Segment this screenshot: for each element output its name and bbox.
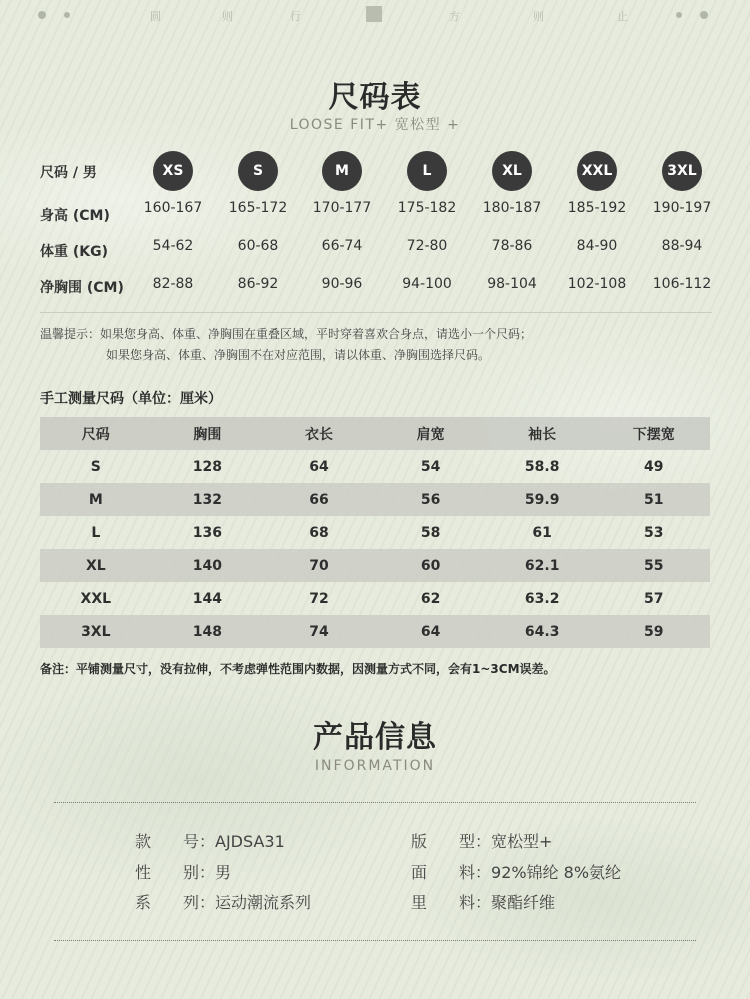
decor-dot-icon (676, 12, 682, 18)
chest-cell: 102-108 (567, 276, 627, 292)
table-cell: 54 (420, 458, 441, 475)
table-cell: 60 (420, 557, 441, 574)
table-cell: 58 (420, 524, 441, 541)
weight-cell: 66-74 (321, 238, 363, 254)
table-cell: 72 (309, 590, 329, 607)
chest-cell: 90-96 (321, 276, 363, 292)
table-row (40, 483, 710, 516)
table-cell: 64 (309, 458, 329, 475)
tip-line-1: 温馨提示：如果您身高、体重、净胸围在重叠区域，平时穿着喜欢合身点，请选小一个尺码； (40, 327, 533, 341)
table-cell: 51 (644, 491, 664, 508)
table-cell: 62.1 (524, 557, 560, 574)
weight-cell: 54-62 (152, 238, 194, 254)
height-cell: 160-167 (143, 200, 203, 216)
chest-cell: 106-112 (652, 276, 712, 292)
info-label: 版 型： (411, 832, 492, 851)
table-cell: 128 (192, 458, 222, 475)
table-header-cell: 下摆宽 (632, 426, 675, 443)
size-badge-xs: XS (153, 151, 193, 191)
height-cell: 175-182 (397, 200, 457, 216)
info-label: 款 号： (135, 832, 216, 851)
product-info-title: 产品信息 (313, 720, 437, 755)
info-item-fit (411, 829, 552, 852)
height-cell: 190-197 (652, 200, 712, 216)
info-label: 面 料： (411, 863, 492, 882)
chest-cell: 82-88 (152, 276, 194, 292)
top-decor-strip (0, 6, 750, 26)
table-cell: 59 (644, 623, 664, 640)
info-item-gender (135, 860, 231, 883)
table-row (40, 450, 710, 483)
table-cell: M (88, 491, 103, 508)
table-cell: 53 (644, 524, 664, 541)
table-cell: 49 (644, 458, 664, 475)
table-cell: 55 (644, 557, 664, 574)
table-cell: 136 (192, 524, 222, 541)
decor-char: 行 (290, 10, 301, 23)
tip-line-2: 如果您身高、体重、净胸围不在对应范围，请以体重、净胸围选择尺码。 (106, 348, 491, 362)
height-cell: 165-172 (228, 200, 288, 216)
info-value: 男 (215, 863, 232, 882)
table-cell: 132 (192, 491, 222, 508)
dotted-divider (54, 802, 696, 803)
row-label-size: 尺码 / 男 (40, 165, 97, 181)
table-row (40, 615, 710, 648)
weight-cell: 78-86 (491, 238, 533, 254)
height-cell: 170-177 (312, 200, 372, 216)
row-label-height: 身高 (CM) (40, 208, 110, 224)
table-cell: XL (85, 557, 106, 574)
chest-cell: 86-92 (237, 276, 279, 292)
info-item-style-no (135, 829, 285, 852)
chest-cell: 98-104 (487, 276, 537, 292)
chest-cell: 94-100 (402, 276, 452, 292)
info-value: 运动潮流系列 (215, 893, 312, 912)
weight-cell: 84-90 (576, 238, 618, 254)
row-label-chest: 净胸围 (CM) (40, 280, 124, 296)
table-cell: 3XL (81, 623, 111, 640)
decor-dot-icon (700, 11, 708, 19)
table-cell: 57 (644, 590, 664, 607)
decor-dot-icon (64, 12, 70, 18)
table-cell: 148 (192, 623, 222, 640)
info-item-fabric (411, 860, 621, 883)
table-cell: XXL (80, 590, 112, 607)
info-item-lining (411, 890, 555, 913)
table-cell: 63.2 (524, 590, 560, 607)
size-badge-l: L (407, 151, 447, 191)
table-header-cell: 尺码 (81, 426, 110, 443)
section-divider (40, 312, 712, 313)
table-cell: S (90, 458, 101, 475)
decor-char: 圆 (150, 10, 161, 23)
product-info-subtitle: INFORMATION (314, 758, 436, 774)
info-value: 宽松型+ (491, 832, 553, 851)
table-header-row (40, 417, 710, 450)
info-label: 系 列： (135, 893, 216, 912)
decor-char: 止 (617, 10, 628, 23)
table-cell: 68 (309, 524, 329, 541)
row-label-weight: 体重 (KG) (40, 244, 109, 260)
info-value: 聚酯纤维 (491, 893, 556, 912)
height-cell: 180-187 (482, 200, 542, 216)
info-label: 里 料： (411, 893, 492, 912)
table-cell: 58.8 (524, 458, 560, 475)
size-badge-3xl: 3XL (662, 151, 702, 191)
table-header-cell: 胸围 (193, 426, 222, 443)
table-cell: 61 (532, 524, 552, 541)
info-item-series (135, 890, 311, 913)
table-row (40, 549, 710, 582)
info-value: 92%锦纶 8%氨纶 (491, 863, 622, 882)
size-badge-xxl: XXL (577, 151, 617, 191)
table-header-cell: 肩宽 (416, 426, 445, 443)
weight-cell: 60-68 (237, 238, 279, 254)
size-chart-subtitle: LOOSE FIT+ 宽松型 + (289, 117, 461, 133)
table-header-cell: 衣长 (304, 426, 333, 443)
height-cell: 185-192 (567, 200, 627, 216)
info-value: AJDSA31 (215, 832, 285, 851)
table-row (40, 582, 710, 615)
size-badge-m: M (322, 151, 362, 191)
table-cell: 140 (192, 557, 222, 574)
table-cell: 74 (309, 623, 329, 640)
table-cell: 64.3 (524, 623, 560, 640)
size-chart-title: 尺码表 (328, 80, 422, 115)
weight-cell: 72-80 (406, 238, 448, 254)
table-cell: 64 (420, 623, 441, 640)
measure-table (40, 417, 710, 648)
decor-char: 方 (449, 10, 460, 23)
table-cell: 56 (420, 491, 441, 508)
table-cell: 62 (420, 590, 441, 607)
table-cell: 70 (309, 557, 329, 574)
table-cell: 66 (309, 491, 329, 508)
info-label: 性 别： (135, 863, 216, 882)
size-badge-s: S (238, 151, 278, 191)
weight-cell: 88-94 (661, 238, 703, 254)
measure-heading: 手工测量尺码（单位：厘米） (40, 391, 222, 407)
table-header-cell: 袖长 (528, 426, 557, 443)
decor-square-icon (366, 6, 382, 22)
decor-dot-icon (38, 11, 46, 19)
table-cell: L (91, 524, 101, 541)
table-cell: 59.9 (524, 491, 560, 508)
decor-char: 则 (222, 10, 233, 23)
table-cell: 144 (192, 590, 222, 607)
size-badge-xl: XL (492, 151, 532, 191)
decor-char: 则 (533, 10, 544, 23)
table-row (40, 516, 710, 549)
dotted-divider (54, 940, 696, 941)
measure-note: 备注：平铺测量尺寸，没有拉伸，不考虑弹性范围内数据，因测量方式不同，会有1~3CM误差。 (40, 662, 556, 676)
